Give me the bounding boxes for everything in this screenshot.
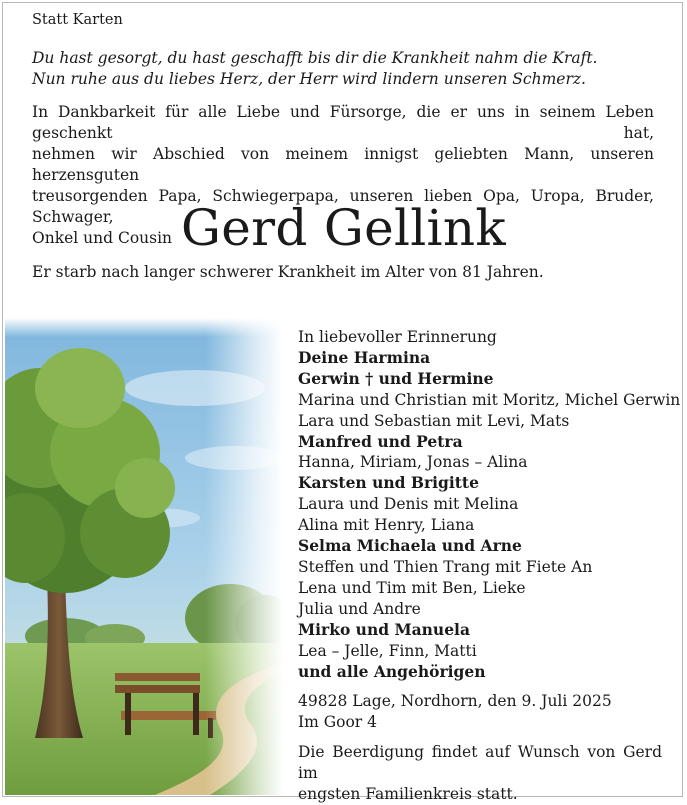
verse-line: Du hast gesorgt, du hast geschafft bis dir die Krankheit nahm die Kraft. [32,49,598,67]
verse-line: Nun ruhe aus du liebes Herz, der Herr wird lindern unseren Schmerz. [32,70,586,88]
intro-line: nehmen wir Abschied von meinem innigst geliebten Mann, unseren herzensguten [32,145,654,184]
family-group-heading: Mirko und Manuela [298,619,470,639]
family-member-line: Lara und Sebastian mit Levi, Mats [298,411,570,430]
place-date: 49828 Lage, Nordhorn, den 9. Juli 2025 [298,692,612,710]
memorial-picture [5,318,283,795]
family-member-line: Steffen und Thien Trang mit Fiete An [298,557,593,576]
family-list [298,327,680,682]
family-group-heading: Manfred und Petra [298,431,463,451]
funeral-note [298,742,662,805]
family-group-heading: Selma Michaela und Arne [298,536,522,556]
family-group-heading: Karsten und Brigitte [298,473,479,493]
funeral-line: Die Beerdigung findet auf Wunsch von Gerd im [298,743,662,782]
family-group-heading: und alle Angehörigen [298,661,486,681]
family-group-heading: Deine Harmina [298,347,431,367]
family-member-line: Laura und Denis mit Melina [298,495,519,514]
family-member-line: Alina mit Henry, Liana [298,516,475,535]
intro-line: In Dankbarkeit für alle Liebe und Fürsorge, die er uns in seinem Leben geschenkt hat, [32,103,654,142]
family-member-line: Hanna, Miriam, Jonas – Alina [298,453,528,472]
family-group-heading: Gerwin † und Hermine [298,368,494,388]
intro-line: Onkel und Cousin [32,229,173,247]
deceased-name: Gerd Gellink [181,199,506,257]
intro-line: treusorgenden Papa, Schwiegerpapa, unseren lieben Opa, Uropa, Bruder, Schwager, [32,187,654,226]
death-note: Er starb nach langer schwerer Krankheit im Alter von 81 Jahren. [32,263,544,281]
family-member-line: Julia und Andre [298,599,421,618]
address: Im Goor 4 [298,713,377,731]
family-member-line: In liebevoller Erinnerung [298,328,497,346]
funeral-line: engsten Familienkreis statt. [298,785,518,803]
statt-karten-label: Statt Karten [32,12,123,28]
family-member-line: Lena und Tim mit Ben, Lieke [298,578,526,597]
family-member-line: Lea – Jelle, Finn, Matti [298,641,477,660]
family-member-line: Marina und Christian mit Moritz, Michel Gerwin [298,390,681,409]
memorial-verse [32,48,598,90]
